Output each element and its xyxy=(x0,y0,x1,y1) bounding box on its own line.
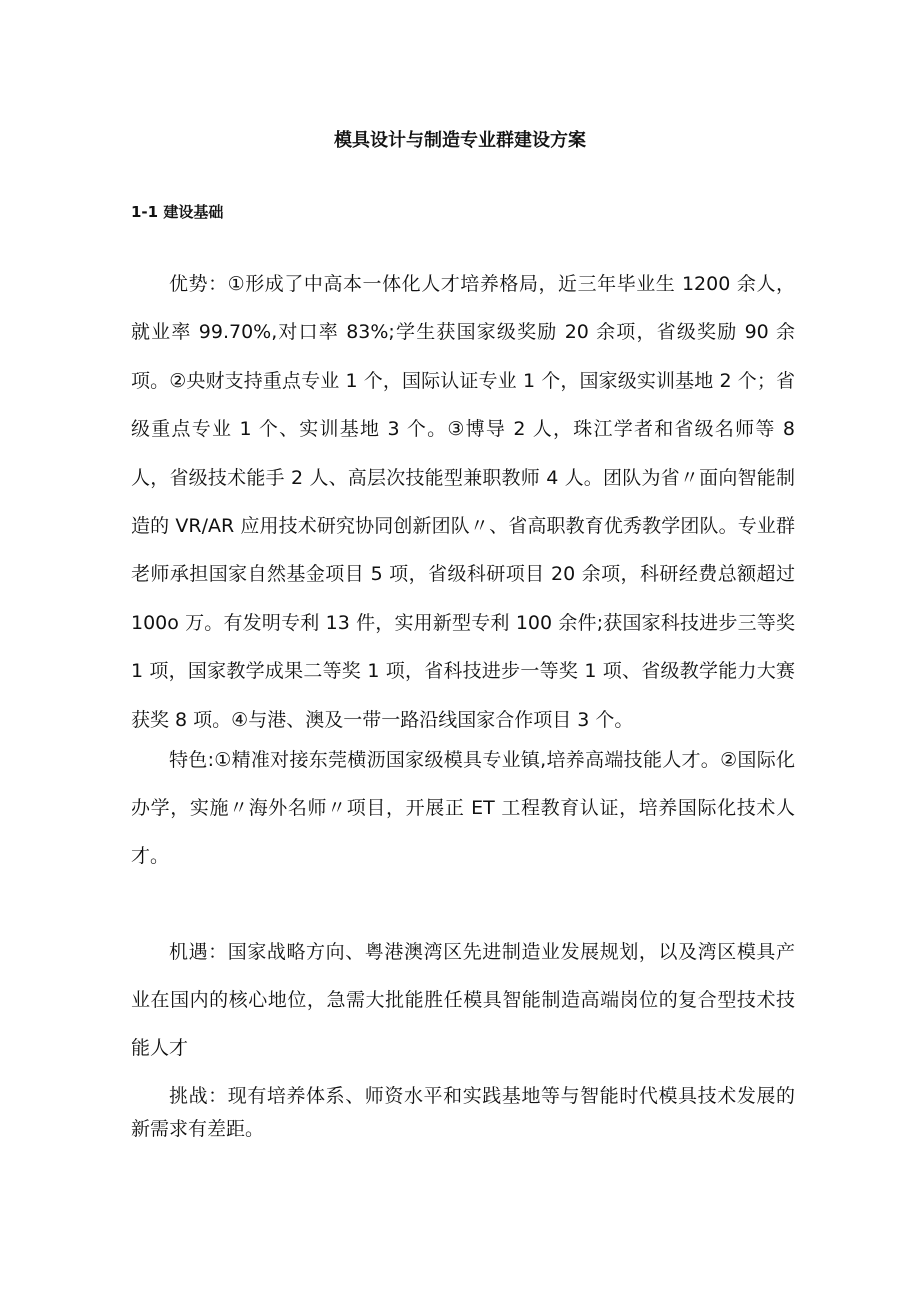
paragraph-advantages: 优势：①形成了中高本一体化人才培养格局，近三年毕业生 1200 余人，就业率 99.70%,对口率 83%;学生获国家级奖励 20 余项，省级奖励 90 余项。②央财支持重点专业 1 个，国际认证专业 1 个，国家级实训基地 2 个；省级重点专业 1 个、实训基地 3 个。③博导 2 人，珠江学者和省级名师等 8 人，省级技术能手 2 人、高层次技能型兼职教师 4 人。团队为省〃面向智能制造的 VR/AR 应用技术研究协同创新团队〃、省高职教育优秀教学团队。专业群老师承担国家自然基金项目 5 项，省级科研项目 20 余项，科研经费总额超过 100o 万。有发明专利 13 件，实用新型专利 100 余件;获国家科技进步三等奖 1 项，国家教学成果二等奖 1 项，省科技进步一等奖 1 项、省级教学能力大赛获奖 8 项。④与港、澳及一带一路沿线国家合作项目 3 个。 xyxy=(131,273,795,731)
paragraph-opportunity: 机遇：国家战略方向、粤港澳湾区先进制造业发展规划，以及湾区模具产业在国内的核心地位，急需大批能胜任模具智能制造高端岗位的复合型技术技能人才 xyxy=(131,941,795,1059)
document-title: 模具设计与制造专业群建设方案 xyxy=(334,130,586,151)
paragraph-features: 特色:①精准对接东莞横沥国家级模具专业镇,培养高端技能人才。②国际化办学，实施〃海外名师〃项目，开展正 ET 工程教育认证，培养国际化技术人才。 xyxy=(131,749,795,867)
section-heading: 1-1 建设基础 xyxy=(131,203,224,221)
paragraph-challenges: 挑战：现有培养体系、师资水平和实践基地等与智能时代模具技术发展的新需求有差距。 xyxy=(131,1085,795,1140)
